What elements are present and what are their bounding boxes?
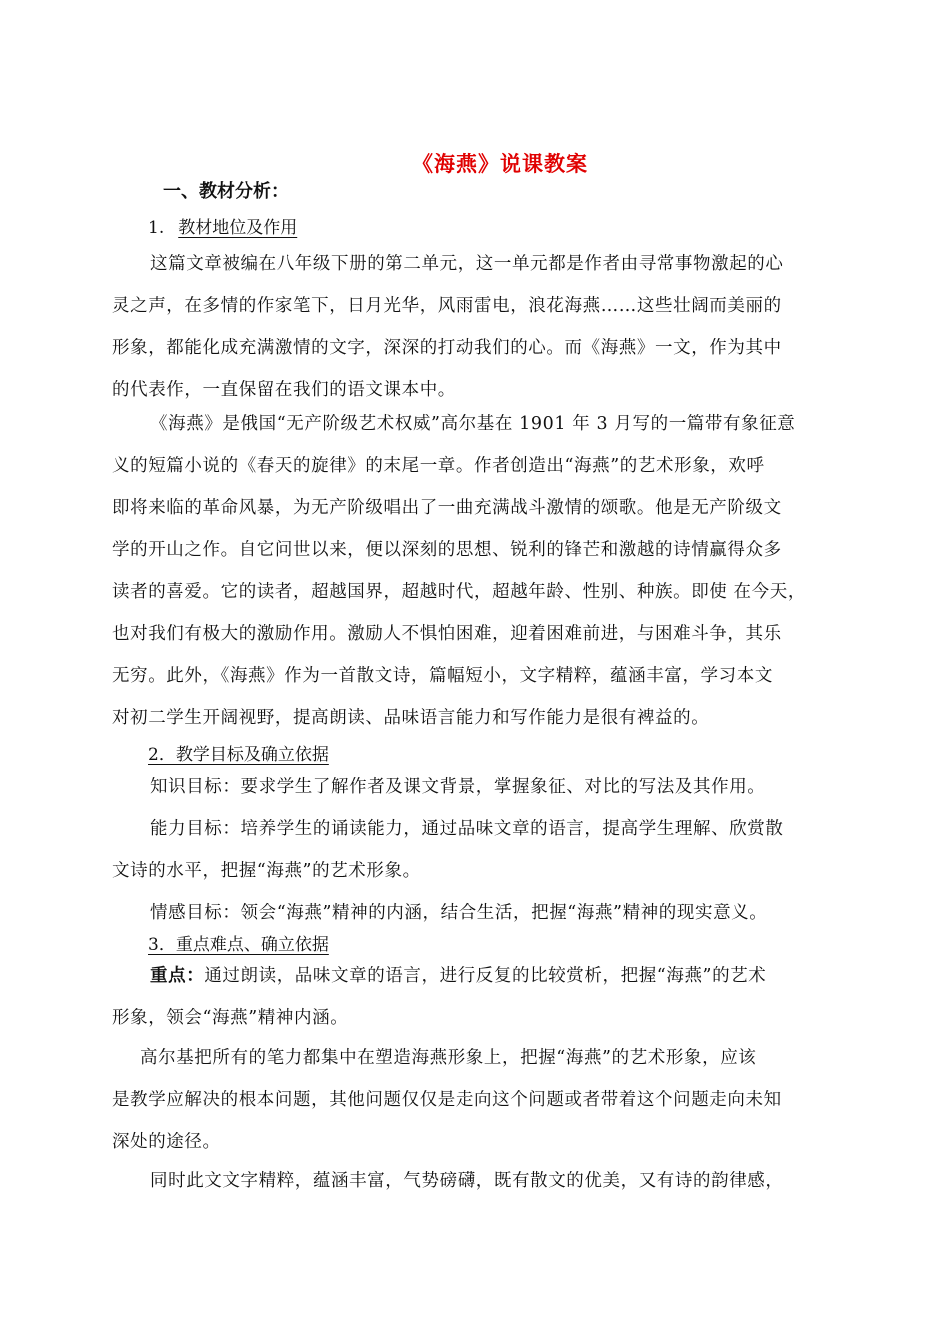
paragraph-haiyan-background — [112, 403, 852, 739]
paragraph-line: 即将来临的革命风暴，为无产阶级唱出了一曲充满战斗激情的颂歌。他是无产阶级文 — [112, 498, 782, 518]
paragraph-key-point — [112, 955, 852, 1039]
paragraph-line: 是教学应解决的根本问题，其他问题仅仅是走向这个问题或者带着这个问题走向未知 — [112, 1090, 782, 1110]
paragraph-line: 同时此文文字精粹，蕴涵丰富，气势磅礴，既有散文的优美，又有诗的韵律感， — [150, 1171, 784, 1191]
paragraph-line: 读者的喜爱。它的读者，超越国界，超越时代，超越年龄、性别、种族。即使 在今天， — [112, 582, 806, 602]
subheading-teaching-goals: 2．教学目标及确立依据 — [148, 745, 329, 765]
paragraph-line: 的代表作，一直保留在我们的语文课本中。 — [112, 380, 456, 400]
goal-knowledge: 知识目标：要求学生了解作者及课文背景，掌握象征、对比的写法及其作用。 — [150, 777, 766, 797]
goal-emotion: 情感目标：领会“海燕”精神的内涵，结合生活，把握“海燕”精神的现实意义。 — [150, 903, 768, 923]
paragraph-line: 对初二学生开阔视野，提高朗读、品味语言能力和写作能力是很有裨益的。 — [112, 708, 710, 728]
paragraph-line: 形象，领会“海燕”精神内涵。 — [112, 1008, 349, 1028]
paragraph-line: 学的开山之作。自它问世以来，便以深刻的思想、锐利的锋芒和激越的诗情赢得众多 — [112, 540, 782, 560]
subheading-label: 教材地位及作用 — [178, 218, 298, 238]
goal-ability: 能力目标：培养学生的诵读能力，通过品味文章的语言，提高学生理解、欣赏散 — [150, 819, 784, 839]
key-point-label: 重点： — [150, 966, 205, 986]
subheading-number: 1. — [148, 218, 165, 238]
paragraph-line: 《海燕》是俄国“无产阶级艺术权威”高尔基在 1901 年 3 月写的一篇带有象征意 — [150, 414, 796, 434]
section-heading-textbook-analysis: 一、教材分析： — [163, 181, 289, 202]
paragraph-line: 无穷。此外，《海燕》作为一首散文诗，篇幅短小，文字精粹，蕴涵丰富，学习本文 — [112, 666, 773, 686]
paragraph-goals — [112, 766, 852, 934]
paragraph-line: 深处的途径。 — [112, 1132, 221, 1152]
paragraph-line: 形象，都能化成充满激情的文字，深深的打动我们的心。而《海燕》一文，作为其中 — [112, 338, 782, 358]
goal-ability-cont: 文诗的水平，把握“海燕”的艺术形象。 — [112, 861, 421, 881]
paragraph-line: 灵之声，在多情的作家笔下，日月光华，风雨雷电，浪花海燕……这些壮阔而美丽的 — [112, 296, 782, 316]
paragraph-language-style — [112, 1160, 852, 1202]
paragraph-line: 高尔基把所有的笔力都集中在塑造海燕形象上，把握“海燕”的艺术形象，应该 — [140, 1048, 757, 1068]
paragraph-line: 也对我们有极大的激励作用。激励人不惧怕困难，迎着困难前进，与困难斗争，其乐 — [112, 624, 782, 644]
document-title: 《海燕》说课教案 — [412, 151, 588, 176]
key-point-text: 通过朗读，品味文章的语言，进行反复的比较赏析，把握“海燕”的艺术 — [204, 966, 767, 986]
subheading-position-role — [148, 213, 297, 238]
key-point-line — [112, 955, 852, 997]
subheading-key-difficulties: 3．重点难点、确立依据 — [148, 935, 329, 955]
paragraph-line: 义的短篇小说的《春天的旋律》的末尾一章。作者创造出“海燕”的艺术形象，欢呼 — [112, 456, 765, 476]
paragraph-gorky-focus — [112, 1037, 852, 1163]
paragraph-line: 这篇文章被编在八年级下册的第二单元，这一单元都是作者由寻常事物激起的心 — [150, 254, 784, 274]
paragraph-unit-intro — [112, 243, 852, 411]
